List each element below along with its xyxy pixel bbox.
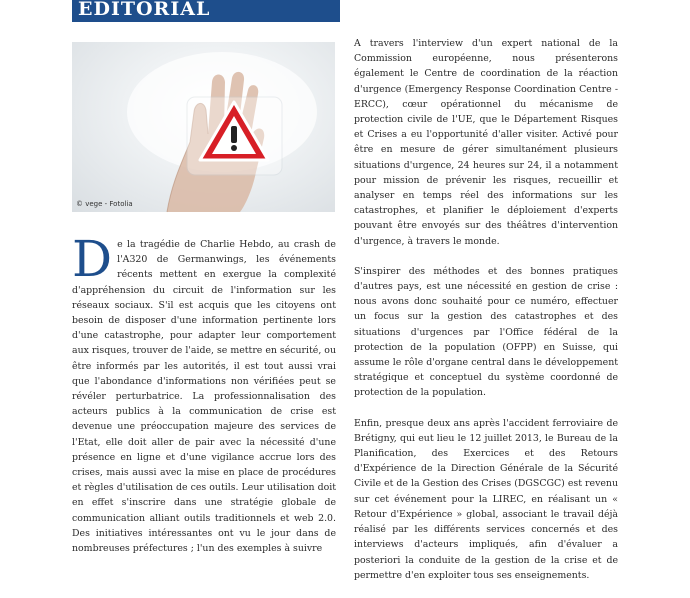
warning-hand-photo xyxy=(72,42,335,212)
section-title-banner: EDITORIAL xyxy=(72,0,340,22)
hand-warning-illustration xyxy=(72,42,335,212)
paragraph-bretigny: Enfin, presque deux ans après l'accident ferroviaire de Brétigny, qui eut lieu le 12 juillet 2013, le Bureau de la Planification, des Exercices et des Retours d'Expérience de la Direction Générale de la Sécurité Civile et de la Gestion des Crises (DGSCGC) est revenu sur cet événement pour la LIREC, en réalisant un « Retour d'Expérience » global, associant le travail déjà réalisé par les différents services concernés et des interviews d'acteurs impliqués, afin d'évaluer a posteriori la conduite de la gestion de la crise et de permettre d'en exploiter tous ses enseignements. xyxy=(354,417,618,581)
paragraph-ercc: A travers l'interview d'un expert national de la Commission européenne, nous présenterons également le Centre de coordination de la réaction d'urgence (Emergency Response Coordination Centre - ERCC), cœur opérationnel du mécanisme de protection civile de l'UE, que le Département Risques et Crises a eu l'opportunité d'aller visiter. Activé pour être en mesure de gérer simultanément plusieurs situations d'urgence, 24 heures sur 24, il a notamment pour mission de prévenir les risques, recueillir et analyser en temps réel des informations sur les catastrophes, et planifier le déploiement d'experts pouvant être envoyés sur des théâtres d'intervention d'urgence, à travers le monde. xyxy=(354,38,618,247)
left-column-text: e la tragédie de Charlie Hebdo, au crash de l'A320 de Germanwings, les événements récents mettent en exergue la complexité d'appréhension du circuit de l'information sur les réseaux sociaux. S'il est acquis que les citoyens ont besoin de disposer d'une information pertinente lors d'une catastrophe, pour adapter leur comportement aux risques, trouver de l'aide, se mettre en sécurité, ou être informés par les autorités, il est tout aussi vrai que l'abondance d'informations non vérifiées peut se révéler perturbatrice. La professionnalisation des acteurs publics à la communication de crise est devenue une préoccupation majeure des services de l'Etat, elle doit aller de pair avec la nécessité d'une présence en ligne et d'une vigilance accrue lors des crises, mais aussi avec la mise en place de procédures et règles d'utilisation de ces outils. Leur utilisation doit en effet s'inscrire dans une stratégie globale de communication alliant outils traditionnels et web 2.0. Des initiatives intéressantes ont vu le jour dans de nombreuses préfectures ; l'un des exemples à suivre xyxy=(72,239,336,555)
right-article-column xyxy=(354,36,618,598)
left-article-column xyxy=(72,230,336,556)
drop-cap: D xyxy=(72,230,113,288)
photo-credit: © vege - Fotolia xyxy=(76,200,133,208)
paragraph-ofpp: S'inspirer des méthodes et des bonnes pratiques d'autres pays, est une nécessité en gestion de crise : nous avons donc souhaité pour ce numéro, effectuer un focus sur la gestion des catastrophes et des situations d'urgences par l'Office fédéral de la protection de la population (OFPP) en Suisse, qui assume le rôle d'organe central dans le développement stratégique et conceptuel du système coordonné de protection de la population. xyxy=(354,265,618,399)
